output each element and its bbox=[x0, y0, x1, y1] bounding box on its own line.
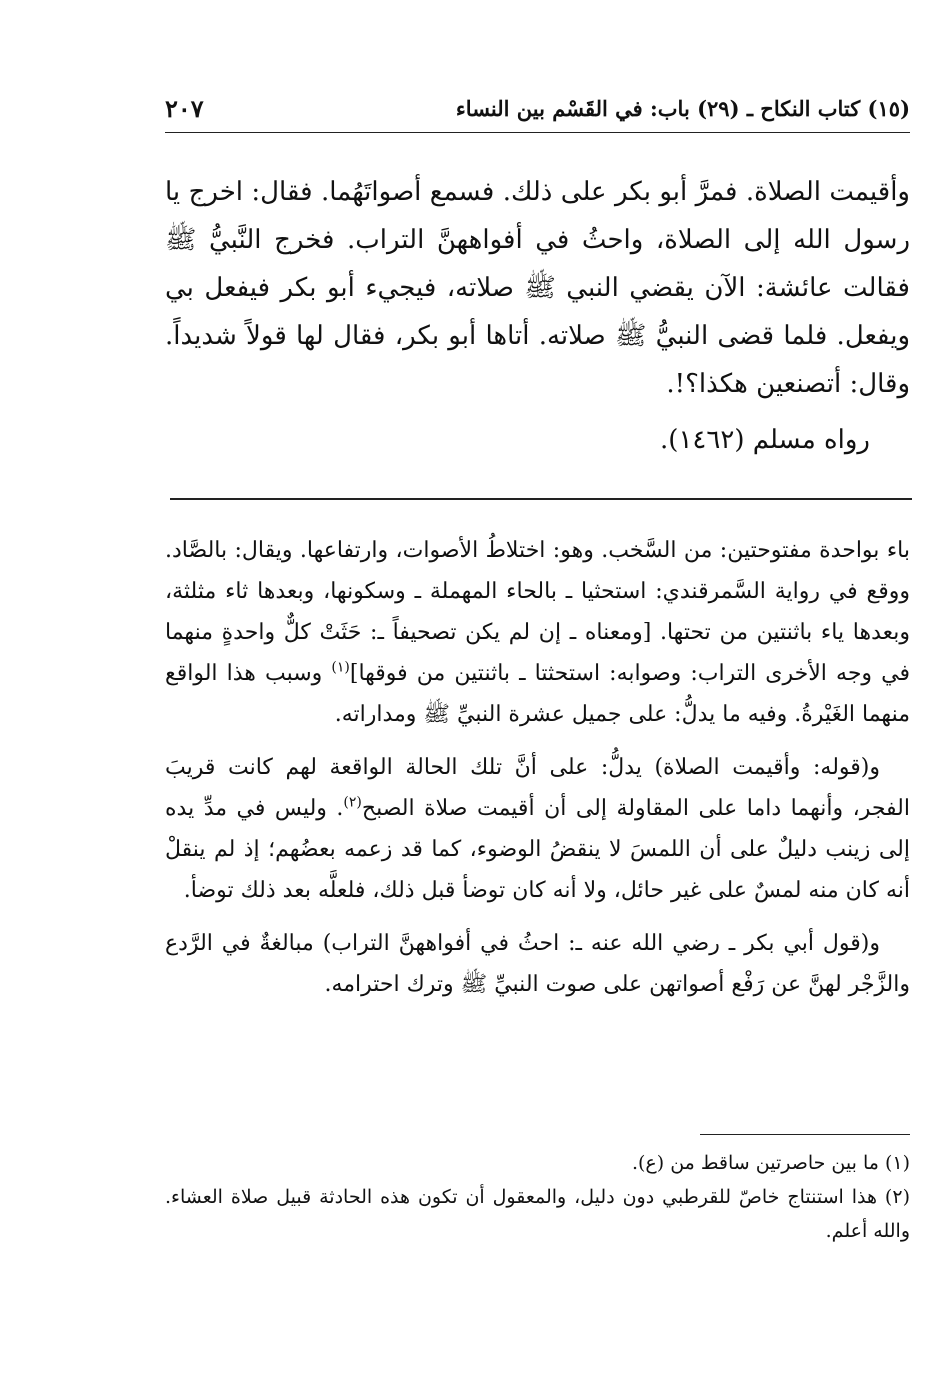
hadith-citation: رواه مسلم (١٤٦٢). bbox=[660, 425, 870, 455]
commentary-section bbox=[165, 530, 910, 1017]
footnote-1: (١) ما بين حاصرتين ساقط من (ع). bbox=[631, 1152, 910, 1174]
commentary-text: . وليس في مدِّ يده إلى زينب دليلٌ على أن اللمسَ لا ينقضُ الوضوء، كما قد زعمه بعضُهم؛ إذ لم ينقلْ أنه كان منه لمسٌ على غير حائل، ولا أنه كان توضأ قبل ذلك، فلعلَّه بعد ذلك توضأ. bbox=[165, 796, 910, 903]
main-separator-line bbox=[170, 498, 912, 500]
footnote-2: (٢) هذا استنتاج خاصّ للقرطبي دون دليل، والمعقول أن تكون هذه الحادثة قبيل صلاة العشاء. والله أعلم. bbox=[165, 1186, 910, 1242]
commentary-text: و(قوله: وأقيمت الصلاة) يدلُّ: على أنَّ تلك الحالة الواقعة لهم كانت قريبَ الفجر، وأنهما داما على المقاولة إلى أن أقيمت صلاة الصبح bbox=[165, 755, 910, 821]
footnotes bbox=[165, 1146, 910, 1248]
footnote-ref-2[interactable]: (٢) bbox=[343, 794, 362, 811]
commentary-text: باء بواحدة مفتوحتين: من السَّخب. وهو: اختلاطُ الأصوات، وارتفاعها. ويقال: بالصَّاد. ووقع في رواية السَّمرقندي: استحثيا ـ بالحاء المهملة ـ وسكونها، وبعدها ثاء مثلثة، وبعدها ياء باثنتين من تحتها. [ومعناه ـ إن لم يكن تصحيفاً ـ: حَثَتْ كلٌّ واحدةٍ منهما في وجه الأخرى التراب: وصوابه: استحثتا ـ باثنتين من فوقها] bbox=[165, 538, 910, 686]
hadith-paragraph: وأقيمت الصلاة. فمرَّ أبو بكر على ذلك. فسمع أصواتَهُما. فقال: اخرج يا رسول الله إلى الصلاة، واحثُ في أفواههنَّ التراب. فخرج النَّبيُّ ﷺ فقالت عائشة: الآن يقضي النبي ﷺ صلاته، فيجيء أبو بكر فيفعل بي ويفعل. فلما قضى النبيُّ ﷺ صلاته. أتاها أبو بكر، فقال لها قولاً شديداً. وقال: أتصنعين هكذا؟!. bbox=[165, 177, 910, 399]
chapter-title: (١٥) كتاب النكاح ـ (٢٩) باب: في القَسْم بين النساء bbox=[455, 96, 910, 121]
commentary-paragraph-1 bbox=[165, 530, 910, 735]
footnote-ref-1[interactable]: (١) bbox=[331, 659, 350, 676]
footnote-separator-line bbox=[700, 1134, 910, 1135]
page-number: ٢٠٧ bbox=[165, 94, 204, 123]
commentary-paragraph-3: و(قول أبي بكر ـ رضي الله عنه ـ: احثُ في أفواههنَّ التراب) مبالغةٌ في الرَّدع والزَّجْر لهنَّ عن رَفْع أصواتهن على صوت النبيِّ ﷺ وترك احترامه. bbox=[165, 931, 910, 997]
running-header bbox=[165, 92, 910, 133]
hadith-text bbox=[165, 168, 910, 464]
commentary-paragraph-2 bbox=[165, 747, 910, 911]
commentary-text: وسبب هذا الواقع منهما الغَيْرةُ. وفيه ما يدلُّ: على جميل عشرة النبيِّ ﷺ ومداراته. bbox=[165, 661, 910, 727]
